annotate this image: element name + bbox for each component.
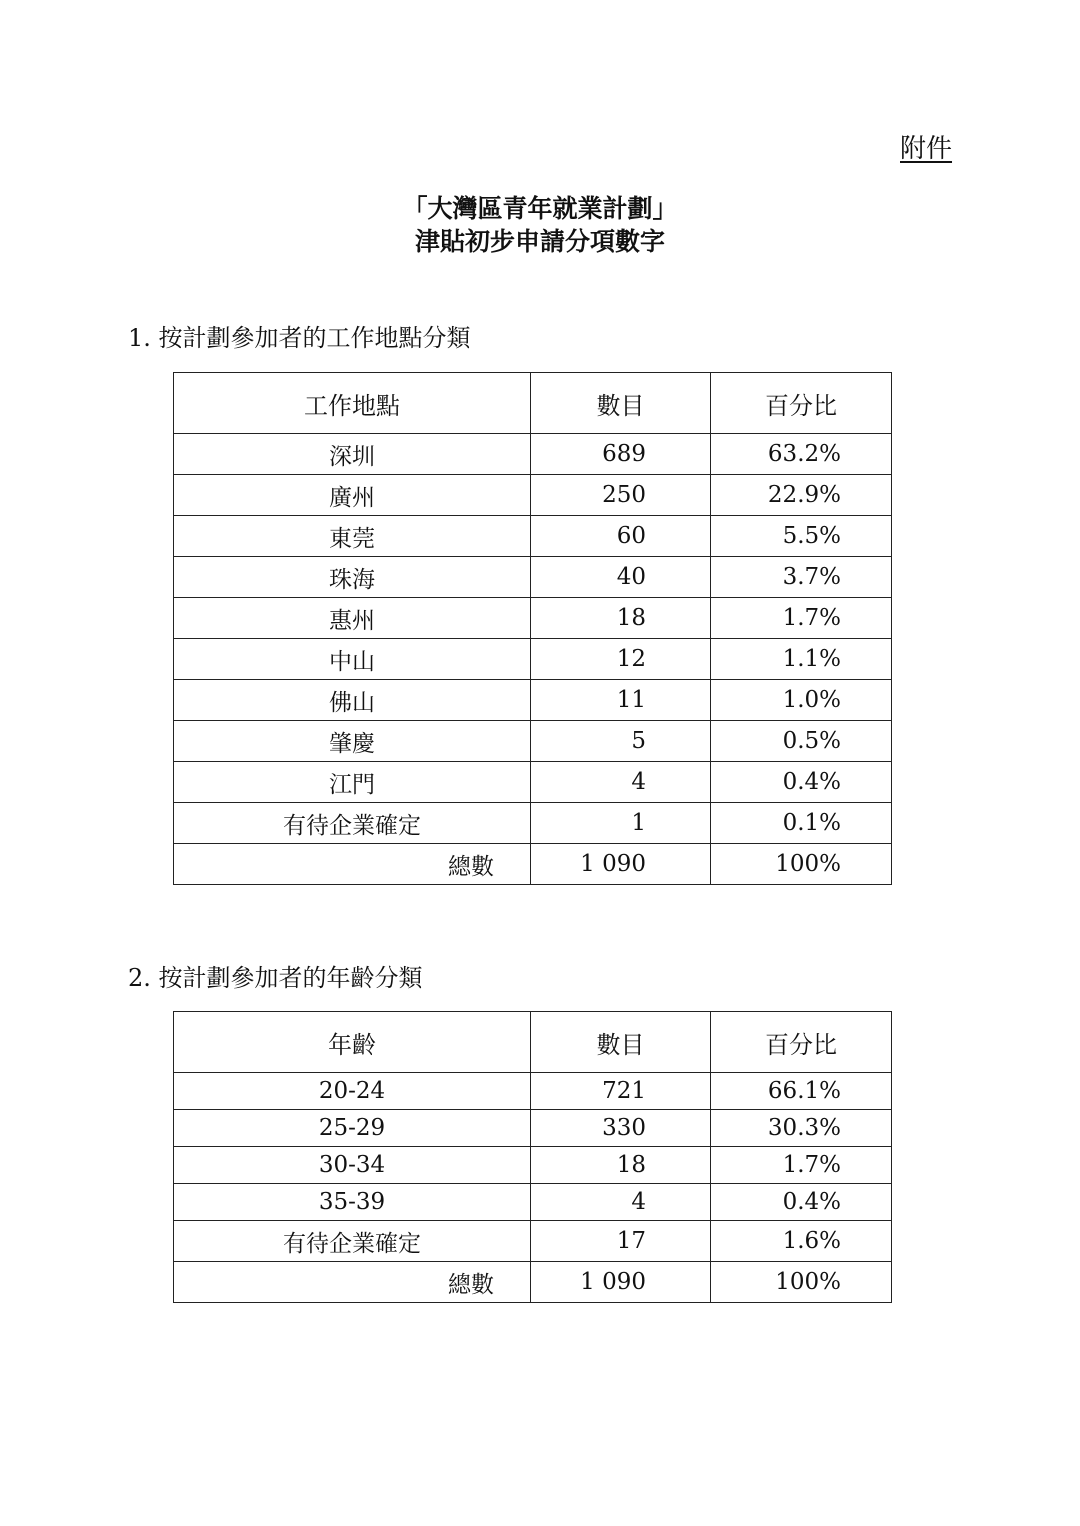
location-cell: 中山: [174, 639, 531, 680]
count-cell: 17: [531, 1221, 711, 1262]
total-count: 1 090: [531, 1262, 711, 1303]
table-row: [174, 639, 892, 680]
work-location-table: [173, 372, 892, 885]
count-cell: 689: [531, 434, 711, 475]
percentage-cell: 0.4%: [711, 1184, 892, 1221]
location-cell: 江門: [174, 762, 531, 803]
percentage-cell: 1.0%: [711, 680, 892, 721]
location-cell: 肇慶: [174, 721, 531, 762]
percentage-cell: 22.9%: [711, 475, 892, 516]
table-row: [174, 434, 892, 475]
table-row: [174, 680, 892, 721]
title-line-2: 津貼初步申請分項數字: [414, 227, 665, 256]
column-header-percentage: 百分比: [711, 373, 892, 434]
percentage-cell: 0.4%: [711, 762, 892, 803]
location-cell: 東莞: [174, 516, 531, 557]
column-header-count: 數目: [531, 373, 711, 434]
total-percentage: 100%: [711, 1262, 892, 1303]
total-label: 總數: [174, 844, 531, 885]
location-cell: 深圳: [174, 434, 531, 475]
count-cell: 18: [531, 1147, 711, 1184]
table-row: [174, 803, 892, 844]
total-percentage: 100%: [711, 844, 892, 885]
percentage-cell: 3.7%: [711, 557, 892, 598]
section-1-heading: 1. 按計劃參加者的工作地點分類: [128, 324, 471, 352]
column-header-age: 年齡: [174, 1012, 531, 1073]
percentage-cell: 1.7%: [711, 598, 892, 639]
section-2-heading: 2. 按計劃參加者的年齡分類: [128, 964, 423, 992]
location-cell: 佛山: [174, 680, 531, 721]
total-count: 1 090: [531, 844, 711, 885]
column-header-location: 工作地點: [174, 373, 531, 434]
age-cell: 25-29: [174, 1110, 531, 1147]
total-row: [174, 844, 892, 885]
count-cell: 12: [531, 639, 711, 680]
table-header-row: [174, 1012, 892, 1073]
count-cell: 18: [531, 598, 711, 639]
count-cell: 5: [531, 721, 711, 762]
count-cell: 250: [531, 475, 711, 516]
table-row: [174, 721, 892, 762]
location-cell: 珠海: [174, 557, 531, 598]
percentage-cell: 0.1%: [711, 803, 892, 844]
total-row: [174, 1262, 892, 1303]
percentage-cell: 63.2%: [711, 434, 892, 475]
table-row: [174, 516, 892, 557]
table-row: [174, 1110, 892, 1147]
count-cell: 4: [531, 762, 711, 803]
age-group-table: [173, 1011, 892, 1303]
total-label: 總數: [174, 1262, 531, 1303]
count-cell: 721: [531, 1073, 711, 1110]
count-cell: 60: [531, 516, 711, 557]
count-cell: 40: [531, 557, 711, 598]
table-row: [174, 1221, 892, 1262]
table-row: [174, 598, 892, 639]
age-cell: 35-39: [174, 1184, 531, 1221]
age-cell: 20-24: [174, 1073, 531, 1110]
table-row: [174, 1184, 892, 1221]
percentage-cell: 1.6%: [711, 1221, 892, 1262]
age-cell: 有待企業確定: [174, 1221, 531, 1262]
table-row: [174, 762, 892, 803]
table-row: [174, 1147, 892, 1184]
location-cell: 惠州: [174, 598, 531, 639]
column-header-count: 數目: [531, 1012, 711, 1073]
document-title: [0, 192, 1080, 258]
percentage-cell: 1.1%: [711, 639, 892, 680]
title-line-1: 「大灣區青年就業計劃」: [402, 194, 678, 223]
percentage-cell: 30.3%: [711, 1110, 892, 1147]
table-row: [174, 557, 892, 598]
count-cell: 330: [531, 1110, 711, 1147]
percentage-cell: 5.5%: [711, 516, 892, 557]
count-cell: 11: [531, 680, 711, 721]
table-row: [174, 475, 892, 516]
column-header-percentage: 百分比: [711, 1012, 892, 1073]
table-row: [174, 1073, 892, 1110]
percentage-cell: 1.7%: [711, 1147, 892, 1184]
location-cell: 廣州: [174, 475, 531, 516]
age-cell: 30-34: [174, 1147, 531, 1184]
table-header-row: [174, 373, 892, 434]
percentage-cell: 66.1%: [711, 1073, 892, 1110]
percentage-cell: 0.5%: [711, 721, 892, 762]
location-cell: 有待企業確定: [174, 803, 531, 844]
count-cell: 1: [531, 803, 711, 844]
count-cell: 4: [531, 1184, 711, 1221]
annex-label: 附件: [900, 134, 953, 164]
